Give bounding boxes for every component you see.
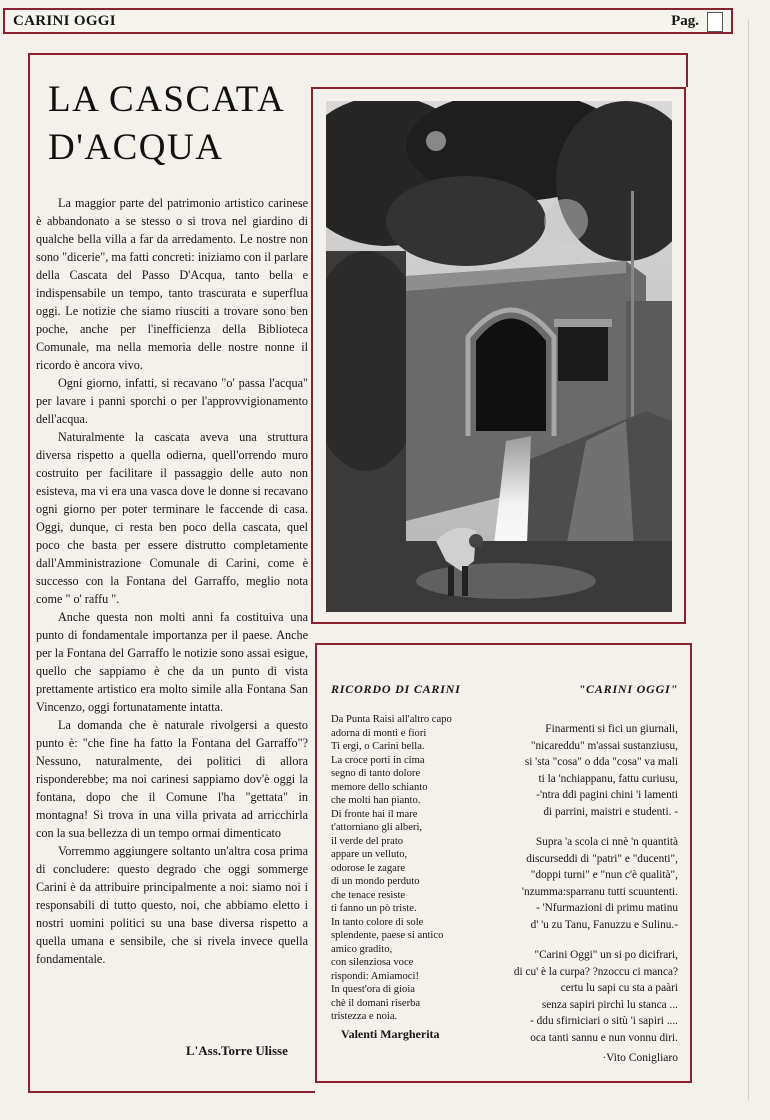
poem-line: "doppi turni" e "nun c'è qualità",: [530, 869, 678, 881]
poem-line: memore dello schianto: [331, 781, 428, 793]
poem-line: senza sapiri pirchì lu stanca ...: [541, 998, 678, 1011]
poem-line: chè il domani riserba: [331, 997, 421, 1009]
poem-line: Da Punta Raisi all'altro capo: [331, 714, 452, 725]
poem-line: tristezza e noia.: [331, 1011, 398, 1022]
poem-line: Supra 'a scola ci nnè 'n quantità: [535, 836, 678, 848]
poem-line: che tenace resiste: [331, 889, 406, 901]
right-rule: [686, 53, 688, 87]
poem-line: discurseddi di "patri" e "ducenti",: [526, 852, 678, 865]
bottom-rule: [28, 1091, 315, 1093]
article-paragraph: Naturalmente la cascata aveva una struttura diversa rispetto a quella odierna, quell'orrendo muro costruito per facilitare il passaggio delle auto non esisteva, ma vi era una vasca dove le donne si recavano ogni giorno per poter terminare le faccende di casa. Oggi, dunque, ci resta ben poco della cascata, quel poco che basta per essere distrutto completamente dall'Amministrazione Comunale di Carini, come è successo con la Fontana del Garraffo, meglio nota come " o' raffu ".: [36, 430, 308, 606]
poem-line: con silenziosa voce: [331, 957, 414, 968]
headline-line-2: D'ACQUA: [48, 127, 224, 168]
poem-line: "nicareddu" m'assai sustanziusu,: [530, 739, 678, 752]
article-paragraph: Anche questa non molti anni fa costituiva una punto di fondamentale importanza per il paese. Anche per la Fontana del Garraffo le notizie sono assai esigue, quello che sappiamo è che da un punto di vista prettamente artistico era molto simile alla Fontana San Vincenzo, oggi fortunatamente intatta.: [36, 610, 308, 714]
poem-line: In tanto colore di sole: [331, 916, 424, 928]
poem-line: In quest'ora di gioia: [331, 984, 415, 995]
poem-line: d' 'u zu Tanu, Fanuzzu e Sulinu.-: [530, 918, 678, 931]
outer-right-rule: [748, 20, 749, 1100]
poem-ricordo: [331, 682, 481, 1042]
article-signature: L'Ass.Torre Ulisse: [186, 1043, 288, 1058]
photo-frame: [311, 87, 686, 624]
poem-line: "Carini Oggi" un si po dicifrari,: [534, 949, 678, 961]
stanza-gap: [478, 820, 678, 834]
poems-box: [315, 643, 692, 1083]
headline-line-1: LA CASCATA: [48, 79, 286, 120]
poem-line: t'attorniano gli alberi,: [331, 822, 423, 833]
poem-author: ·Vito Conigliaro: [602, 1052, 678, 1064]
poem-line: che molti han pianto.: [331, 795, 421, 806]
newspaper-title: CARINI OGGI: [13, 13, 116, 29]
poem-line: odorose le zagare: [331, 862, 406, 874]
poem-line: Finarmenti si fici un giurnali,: [545, 723, 678, 735]
waterfall-photo: [326, 101, 672, 612]
page-label: Pag.: [671, 13, 699, 29]
poem-line: rispondi: Amiamoci!: [331, 970, 419, 982]
poem-carini-oggi: [478, 682, 678, 1064]
poem-line: amico gradito,: [331, 943, 393, 955]
poem-line: appare un velluto,: [331, 849, 408, 860]
article-paragraph: La maggior parte del patrimonio artistico carinese è abbandonato a se stesso o si trova nel giardino di qualche bella villa a far da arredamento. Le nostre non sono "dicerie", ma fatti concreti: iniziamo con il parlare della Cascata del Passo D'Acqua, tanto bella e indispensabile un tempo, tanto trascurata e superflua oggi. Le notizie che siamo riusciti a trovare sono ben poche, anche per l'inefficienza della Biblioteca Comunale, ma nella memoria delle nostre nonne il ricordo è ancora vivo.: [36, 196, 308, 372]
poem-line: oca tanti sannu e nun vonnu diri.: [530, 1031, 678, 1044]
poem-line: di cu' è la curpa? ?nzoccu ci manca?: [513, 965, 678, 978]
poem-line: adorna di monti e fiori: [331, 727, 427, 739]
poem-line: La croce porti in cima: [331, 754, 425, 766]
stanza-gap: [478, 933, 678, 947]
page-header: [3, 8, 733, 34]
top-rule: [28, 53, 688, 55]
poem-line: splendente, paese si antico: [331, 930, 444, 941]
poem-line: certu lu sapi cu sta a paàri: [560, 982, 678, 994]
poem-author: Valenti Margherita: [341, 1026, 440, 1041]
poem-line: - 'Nfurmazioni di primu matinu: [536, 902, 678, 914]
poem-line: segno di tanto dolore: [331, 768, 421, 779]
poem-line: 'nzumma:sparranu tutti scuuntenti.: [521, 885, 678, 898]
left-rule: [28, 53, 30, 1093]
poem-line: -'ntra ddi pagini chini 'i lamenti: [536, 789, 678, 801]
poem-line: Ti ergi, o Carini bella.: [331, 741, 425, 752]
poem-title: RICORDO DI CARINI: [331, 682, 461, 696]
poem-line: di un mondo perduto: [331, 876, 420, 887]
poem-line: si 'sta "cosa" o dda "cosa" va mali: [524, 756, 678, 768]
poem-line: - ddu sfirniciari o sitù 'i sapiri ....: [530, 1015, 678, 1027]
poem-line: il verde del prato: [331, 835, 404, 847]
article-paragraph: La domanda che è naturale rivolgersi a questo punto è: "che fine ha fatto la Fontana del Garraffo"? Nessuno, naturalmente, dei politici di allora risponderebbe; ma noi carinesi sappiamo dov'è oggi la fontana, dopo che il Comune l'ha "gettata" in montagna! Si trova in una villa privata ad arricchirla con la sua bellezza di un tempo ormai dimenticato: [36, 718, 308, 840]
article-headline: [48, 76, 308, 172]
poem-line: di parrini, maistri e studenti. -: [543, 805, 678, 818]
poem-line: ti la 'nchiappanu, fattu curiusu,: [538, 772, 678, 785]
poem-title: "CARINI OGGI": [578, 682, 678, 696]
page-number-box: [707, 12, 723, 32]
article-body: [36, 194, 308, 968]
poem-line: Di fronte hai il mare: [331, 808, 418, 820]
article-column: [36, 72, 308, 968]
poem-line: ti fanno un pò triste.: [331, 903, 417, 914]
article-paragraph: Vorremmo aggiungere soltanto un'altra cosa prima di concludere: questo degrado che oggi sommerge Carini è da attribuire principalmente a noi: siamo noi i responsabili di tutto questo, noi, che abbiamo eletto i nostri uomini politici su una base diversa rispetto a quella umana e sensibile, che si rivela invece quella fondamentale.: [36, 844, 308, 966]
article-paragraph: Ogni giorno, infatti, si recavano "o' passa l'acqua" per lavare i panni sporchi o per l'approvvigionamento dell'acqua.: [36, 376, 308, 426]
